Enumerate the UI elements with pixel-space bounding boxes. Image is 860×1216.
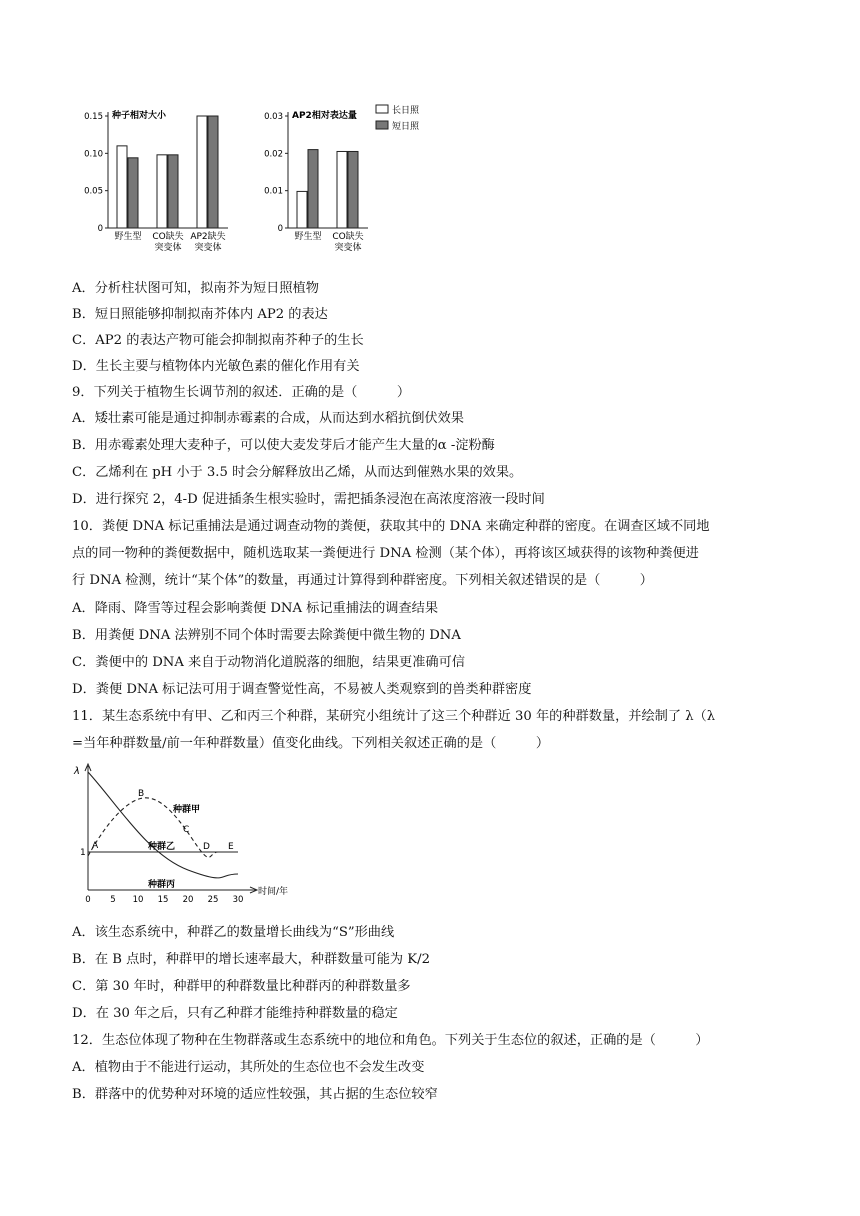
legend-label: 短日照 [392,122,420,132]
option-11d: D．在 30 年之后，只有乙种群才能维持种群数量的稳定 [72,1006,398,1021]
y-tick-label: 0.02 [264,149,283,160]
option-9c: C．乙烯利在 pH 小于 3.5 时会分解释放出乙烯，从而达到催熟水果的效果。 [72,465,523,480]
option-11b: B．在 B 点时，种群甲的增长速率最大，种群数量可能为 K/2 [72,952,430,967]
option-10b: B．用粪便 DNA 法辨别不同个体时需要去除粪便中微生物的 DNA [72,628,461,643]
x-tick-label: 30 [232,895,244,905]
x-category-label: CO缺失 [152,232,184,242]
x-category-label: 野生型 [294,232,322,242]
y-tick-label: 0.03 [264,112,283,122]
question-9-stem: 9．下列关于植物生长调节剂的叙述．正确的是（ ） [72,385,411,400]
y-tick-label: 0 [277,224,283,234]
option-11a: A．该生态系统中，种群乙的数量增长曲线为“S”形曲线 [72,925,395,940]
y-axis-label: λ [74,766,80,777]
point-label: D [203,842,210,852]
bar-短日照 [168,155,178,228]
y-tick-label: 1 [80,848,86,858]
option-9d: D．进行探究 2，4-D 促进插条生根实验时，需把插条浸泡在高浓度溶液一段时间 [72,492,545,507]
question-10-stem-2: 点的同一物种的粪便数据中，随机选取某一粪便进行 DNA 检测（某个体），再将该区域获得的该物种粪便进 [72,546,699,561]
series-name-label: 种群丙 [148,880,176,890]
x-tick-label: 20 [182,895,194,905]
question-10-stem-3: 行 DNA 检测，统计“某个体”的数量，再通过计算得到种群密度。下列相关叙述错误的是（ ） [72,573,653,588]
bar-短日照 [128,158,138,228]
bar-长日照 [297,191,307,228]
bar-长日照 [337,151,347,228]
option-8a: A．分析柱状图可知，拟南芥为短日照植物 [72,281,319,296]
chart-title: 种子相对大小 [112,111,167,121]
question-11-stem-1: 11．某生态系统中有甲、乙和丙三个种群，某研究小组统计了这三个种群近 30 年的种群数量，并绘制了 λ（λ [72,709,716,724]
option-11c: C．第 30 年时，种群甲的种群数量比种群丙的种群数量多 [72,979,411,994]
point-label: A [92,841,99,851]
option-8d: D．生长主要与植物体内光敏色素的催化作用有关 [72,359,360,374]
x-tick-label: 25 [207,895,219,905]
option-9a: A．矮壮素可能是通过抑制赤霉素的合成，从而达到水稻抗倒伏效果 [72,411,464,426]
x-category-label: CO缺失 [332,232,364,242]
legend-swatch [376,105,388,113]
option-12a: A．植物由于不能进行运动，其所处的生态位也不会发生改变 [72,1060,425,1075]
bar-长日照 [117,146,127,228]
option-12b: B．群落中的优势种对环境的适应性较强，其占据的生态位较窄 [72,1087,438,1102]
option-8c: C．AP2 的表达产物可能会抑制拟南芥种子的生长 [72,333,364,348]
bar-长日照 [197,116,207,228]
seed-size-chart [68,100,248,265]
option-8b: B．短日照能够抑制拟南芥体内 AP2 的表达 [72,307,328,322]
x-axis-label: 时间/年 [258,887,289,897]
legend-label: 长日照 [392,106,420,116]
y-tick-label: 0 [97,224,103,234]
y-tick-label: 0.15 [84,112,103,122]
series-name-label: 种群甲 [173,805,201,815]
series-bing-line [88,772,238,878]
x-category-label: 野生型 [114,232,142,242]
question-10-stem-1: 10．粪便 DNA 标记重捕法是通过调查动物的粪便，获取其中的 DNA 来确定种群的密度。在调查区域不同地 [72,519,710,534]
point-label: B [138,789,145,799]
bar-长日照 [157,155,167,228]
bar-短日照 [308,150,318,228]
x-category-label: 突变体 [194,243,222,253]
ap2-expression-chart [250,100,450,265]
point-label: E [228,842,234,852]
question-12-stem: 12．生态位体现了物种在生物群落或生态系统中的地位和角色。下列关于生态位的叙述，正确的是（ ） [72,1033,709,1048]
x-category-label: 突变体 [154,243,182,253]
option-10d: D．粪便 DNA 标记法可用于调查警觉性高，不易被人类观察到的兽类种群密度 [72,682,532,697]
x-tick-label: 0 [85,895,91,905]
legend-swatch [376,121,388,129]
option-9b: B．用赤霉素处理大麦种子，可以使大麦发芽后才能产生大量的α -淀粉酶 [72,438,495,453]
bar-短日照 [348,151,358,228]
y-tick-label: 0.10 [84,149,103,160]
series-name-label: 种群乙 [148,842,176,852]
bar-短日照 [208,116,218,228]
question-11-stem-2: =当年种群数量/前一年种群数量）值变化曲线。下列相关叙述正确的是（ ） [72,736,550,751]
point-label: C [183,825,190,835]
x-tick-label: 15 [157,895,169,905]
x-tick-label: 5 [110,895,116,905]
x-category-label: 突变体 [334,243,362,253]
chart-title: AP2相对表达量 [292,111,357,121]
option-10c: C．粪便中的 DNA 来自于动物消化道脱落的细胞，结果更准确可信 [72,655,465,670]
x-tick-label: 10 [132,895,144,905]
y-tick-label: 0.01 [264,186,283,197]
y-tick-label: 0.05 [84,186,103,197]
option-10a: A．降雨、降雪等过程会影响粪便 DNA 标记重捕法的调查结果 [72,601,439,616]
x-category-label: AP2缺失 [190,232,226,242]
lambda-curve-chart [70,760,290,910]
